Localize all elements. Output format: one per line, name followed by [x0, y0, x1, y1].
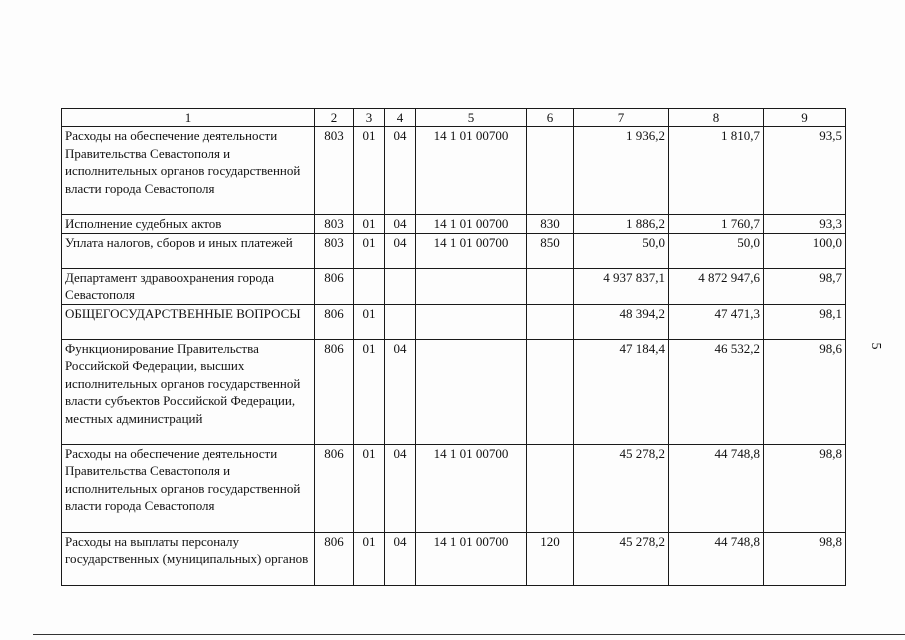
- col-header: 6: [527, 109, 574, 127]
- cell-percent: 100,0: [764, 233, 846, 268]
- cell-target-article: [416, 268, 527, 304]
- col-header: 3: [354, 109, 385, 127]
- cell-admin: 806: [315, 532, 354, 585]
- cell-actual: 1 810,7: [669, 127, 764, 215]
- cell-subsection: 04: [385, 127, 416, 215]
- cell-expense-type: [527, 268, 574, 304]
- col-header: 9: [764, 109, 846, 127]
- cell-actual: 4 872 947,6: [669, 268, 764, 304]
- cell-expense-type: [527, 444, 574, 532]
- row-name: Расходы на обеспечение деятельности Правительства Севастополя и исполнительных органов государственной власти города Севастополя: [62, 127, 315, 215]
- cell-planned: 50,0: [574, 233, 669, 268]
- cell-percent: 98,8: [764, 532, 846, 585]
- cell-planned: 47 184,4: [574, 339, 669, 444]
- cell-expense-type: 830: [527, 215, 574, 234]
- cell-actual: 44 748,8: [669, 532, 764, 585]
- cell-expense-type: 120: [527, 532, 574, 585]
- cell-section: 01: [354, 532, 385, 585]
- table-row: [62, 304, 846, 339]
- budget-table: [61, 108, 846, 586]
- cell-admin: 803: [315, 233, 354, 268]
- cell-expense-type: [527, 339, 574, 444]
- cell-actual: 44 748,8: [669, 444, 764, 532]
- cell-percent: 93,3: [764, 215, 846, 234]
- col-header: 1: [62, 109, 315, 127]
- header-row: [62, 109, 846, 127]
- cell-actual: 50,0: [669, 233, 764, 268]
- cell-target-article: 14 1 01 00700: [416, 532, 527, 585]
- cell-subsection: 04: [385, 532, 416, 585]
- cell-actual: 46 532,2: [669, 339, 764, 444]
- cell-actual: 1 760,7: [669, 215, 764, 234]
- cell-target-article: [416, 304, 527, 339]
- cell-planned: 45 278,2: [574, 444, 669, 532]
- cell-percent: 98,1: [764, 304, 846, 339]
- cell-planned: 45 278,2: [574, 532, 669, 585]
- cell-percent: 98,6: [764, 339, 846, 444]
- row-name: ОБЩЕГОСУДАРСТВЕННЫЕ ВОПРОСЫ: [62, 304, 315, 339]
- cell-percent: 93,5: [764, 127, 846, 215]
- table-row: [62, 127, 846, 215]
- col-header: 8: [669, 109, 764, 127]
- cell-subsection: 04: [385, 215, 416, 234]
- cell-admin: 806: [315, 444, 354, 532]
- cell-section: 01: [354, 339, 385, 444]
- cell-planned: 1 936,2: [574, 127, 669, 215]
- cell-subsection: [385, 268, 416, 304]
- cell-subsection: [385, 304, 416, 339]
- cell-subsection: 04: [385, 444, 416, 532]
- row-name: Расходы на обеспечение деятельности Правительства Севастополя и исполнительных органов государственной власти города Севастополя: [62, 444, 315, 532]
- cell-subsection: 04: [385, 339, 416, 444]
- cell-section: 01: [354, 444, 385, 532]
- cell-planned: 1 886,2: [574, 215, 669, 234]
- cell-admin: 806: [315, 339, 354, 444]
- cell-target-article: [416, 339, 527, 444]
- table-row: [62, 268, 846, 304]
- cell-admin: 806: [315, 268, 354, 304]
- cell-target-article: 14 1 01 00700: [416, 444, 527, 532]
- cell-expense-type: 850: [527, 233, 574, 268]
- cell-planned: 48 394,2: [574, 304, 669, 339]
- cell-admin: 806: [315, 304, 354, 339]
- cell-planned: 4 937 837,1: [574, 268, 669, 304]
- table-row: [62, 215, 846, 234]
- bottom-divider: [33, 634, 905, 635]
- table-row: [62, 444, 846, 532]
- cell-admin: 803: [315, 215, 354, 234]
- col-header: 7: [574, 109, 669, 127]
- col-header: 5: [416, 109, 527, 127]
- cell-section: [354, 268, 385, 304]
- row-name: Уплата налогов, сборов и иных платежей: [62, 233, 315, 268]
- row-name: Расходы на выплаты персоналу государственных (муниципальных) органов: [62, 532, 315, 585]
- col-header: 2: [315, 109, 354, 127]
- table-row: [62, 233, 846, 268]
- cell-percent: 98,8: [764, 444, 846, 532]
- row-name: Департамент здравоохранения города Севастополя: [62, 268, 315, 304]
- cell-section: 01: [354, 215, 385, 234]
- cell-expense-type: [527, 127, 574, 215]
- cell-admin: 803: [315, 127, 354, 215]
- cell-section: 01: [354, 233, 385, 268]
- cell-subsection: 04: [385, 233, 416, 268]
- page-number: 5: [868, 342, 883, 350]
- cell-section: 01: [354, 304, 385, 339]
- cell-target-article: 14 1 01 00700: [416, 127, 527, 215]
- cell-percent: 98,7: [764, 268, 846, 304]
- cell-target-article: 14 1 01 00700: [416, 215, 527, 234]
- cell-actual: 47 471,3: [669, 304, 764, 339]
- row-name: Функционирование Правительства Российской Федерации, высших исполнительных органов государственной власти субъектов Российской Федерации, местных администраций: [62, 339, 315, 444]
- cell-expense-type: [527, 304, 574, 339]
- table-row: [62, 532, 846, 585]
- col-header: 4: [385, 109, 416, 127]
- cell-section: 01: [354, 127, 385, 215]
- table-row: [62, 339, 846, 444]
- cell-target-article: 14 1 01 00700: [416, 233, 527, 268]
- row-name: Исполнение судебных актов: [62, 215, 315, 234]
